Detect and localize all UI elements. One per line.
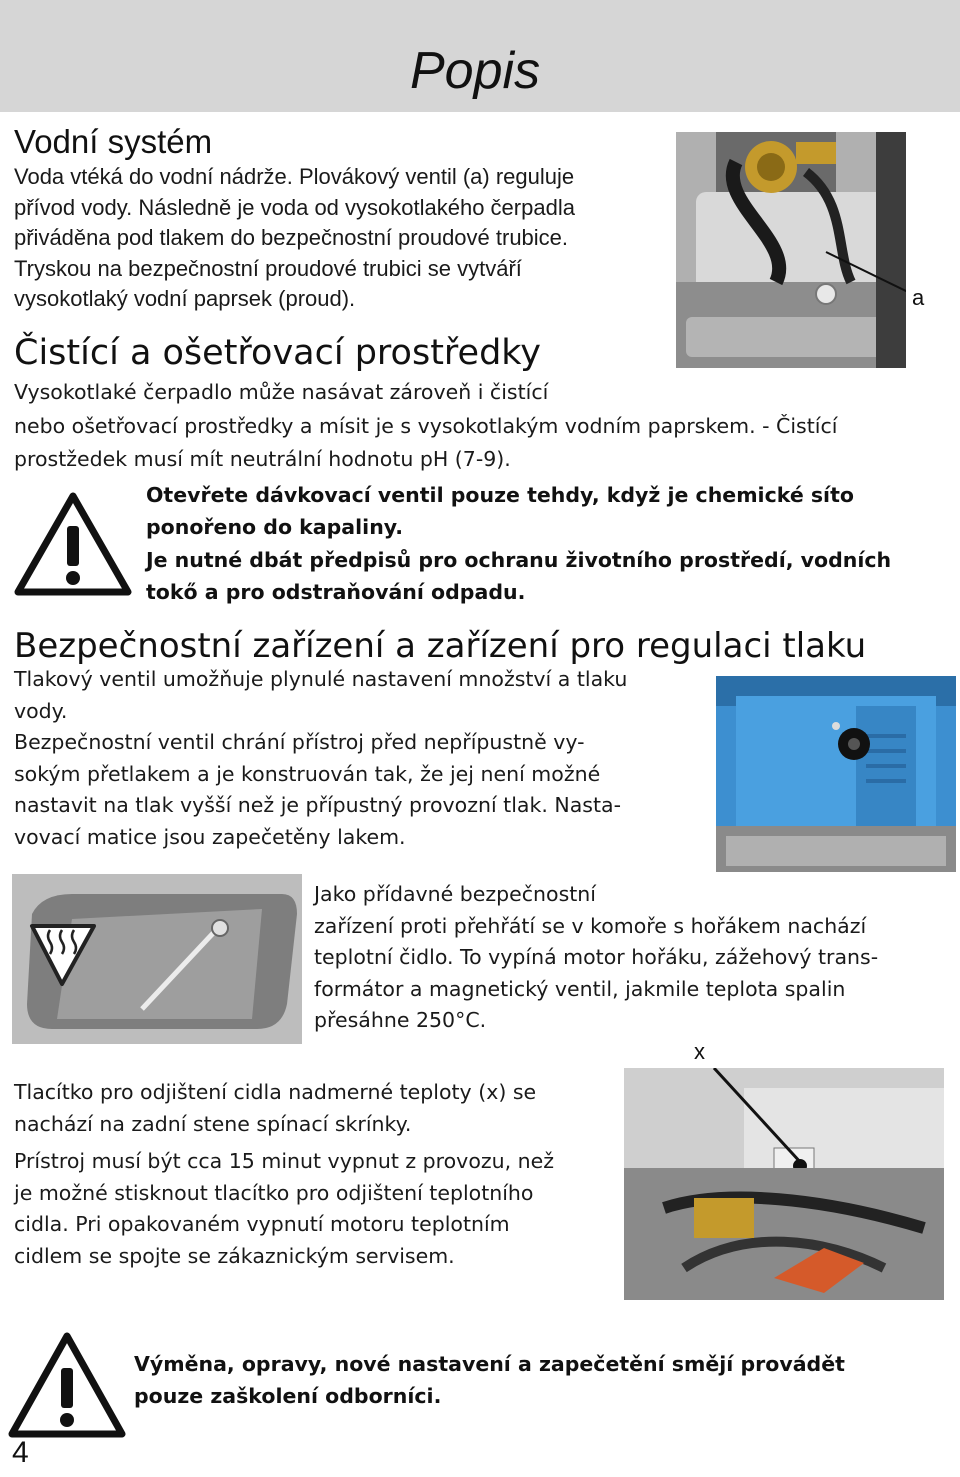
warning-triangle-icon	[12, 490, 134, 598]
page-title: Popis	[410, 42, 541, 100]
text-line: Prístroj musí být cca 15 minut vypnut z provozu, než	[14, 1149, 555, 1173]
text-line: zařízení proti přehřátí se v komoře s hořákem nachází	[314, 913, 867, 938]
text-line: Tlacítko pro odjištení cidla nadmerné teploty (x) se	[14, 1080, 537, 1104]
warning-environment	[146, 544, 946, 608]
text-line: vysokotlaký vodní paprsek (proud).	[14, 286, 356, 311]
text-line: Jako přídavné bezpečnostní	[314, 882, 596, 906]
text-line: Tryskou na bezpečnostní proudové trubici se vytváří	[14, 255, 522, 281]
text-line: prostžedek musí mít neutrální hodnotu pH (7-9).	[14, 447, 511, 471]
text-line: nachází na zadní stene spínací skrínky.	[14, 1111, 412, 1136]
text-line: Tlakový ventil umožňuje plynulé nastavení množství a tlaku	[14, 667, 628, 691]
text-line: je možné stisknout tlacítko pro odjištení teplotního	[14, 1180, 534, 1205]
text-line: Je nutné dbát předpisů pro ochranu životního prostředí, vodních	[146, 548, 892, 572]
warning-dosing-valve	[146, 479, 946, 543]
text-line: Otevřete dávkovací ventil pouze tehdy, když je chemické síto	[146, 483, 854, 507]
text-line: ponořeno do kapaliny.	[146, 515, 404, 539]
text-line: formátor a magnetický ventil, jakmile teplota spalin	[314, 976, 846, 1001]
water-system-heading: Vodní systém	[14, 123, 213, 160]
text-line: tokő a pro odstraňování odpadu.	[146, 580, 526, 604]
cleaning-agents-text	[14, 376, 954, 477]
text-line: přívod vody. Následně je voda od vysokotlakého čerpadla	[14, 194, 575, 220]
page-number: 4	[12, 1436, 29, 1469]
text-line: přiváděna pod tlakem do bezpečnostní proudové trubice.	[14, 225, 569, 250]
overheat-protection-text	[314, 879, 954, 1037]
text-line: Vysokotlaké čerpadlo může nasávat zároveň i čistící	[14, 380, 549, 404]
pressure-valve-photo	[716, 676, 956, 872]
text-line: pouze zaškolení odborníci.	[134, 1384, 442, 1408]
reset-button-text	[14, 1077, 614, 1272]
safety-devices-text	[14, 664, 714, 853]
warning-qualified-personnel	[134, 1348, 924, 1412]
text-line: Výměna, opravy, nové nastavení a zapečetění smějí provádět	[134, 1352, 845, 1376]
figure-label-x: x	[694, 1039, 705, 1064]
safety-devices-heading: Bezpečnostní zařízení a zařízení pro regulaci tlaku	[14, 626, 867, 666]
water-system-text	[14, 162, 674, 315]
text-line: cidla. Pri opakovaném vypnutí motoru teplotním	[14, 1212, 510, 1236]
text-line: sokým přetlakem a je konstruován tak, že jej není možné	[14, 761, 601, 786]
text-line: nebo ošetřovací prostředky a mísit je s vysokotlakým vodním paprskem. - Čistící	[14, 413, 838, 438]
cleaning-agents-heading: Čistící a ošetřovací prostředky	[14, 333, 542, 373]
text-line: Bezpečnostní ventil chrání přístroj před nepřípustně vy-	[14, 730, 585, 754]
text-line: přesáhne 250°C.	[314, 1008, 487, 1032]
text-line: nastavit na tlak vyšší než je přípustný provozní tlak. Nasta-	[14, 793, 621, 817]
text-line: Voda vtéká do vodní nádrže. Plovákový ventil (a) reguluje	[14, 164, 575, 189]
warning-triangle-icon	[6, 1330, 128, 1440]
text-line: vody.	[14, 698, 68, 723]
text-line: cidlem se spojte se zákaznickým servisem.	[14, 1243, 455, 1268]
hot-surface-sticker-photo	[12, 874, 302, 1044]
figure-label-a: a	[912, 285, 925, 310]
reset-button-photo	[624, 1068, 944, 1300]
text-line: vovací matice jsou zapečetěny lakem.	[14, 824, 406, 849]
pump-float-valve-photo	[676, 132, 906, 368]
text-line: teplotní čidlo. To vypíná motor hořáku, zážehový trans-	[314, 945, 879, 969]
